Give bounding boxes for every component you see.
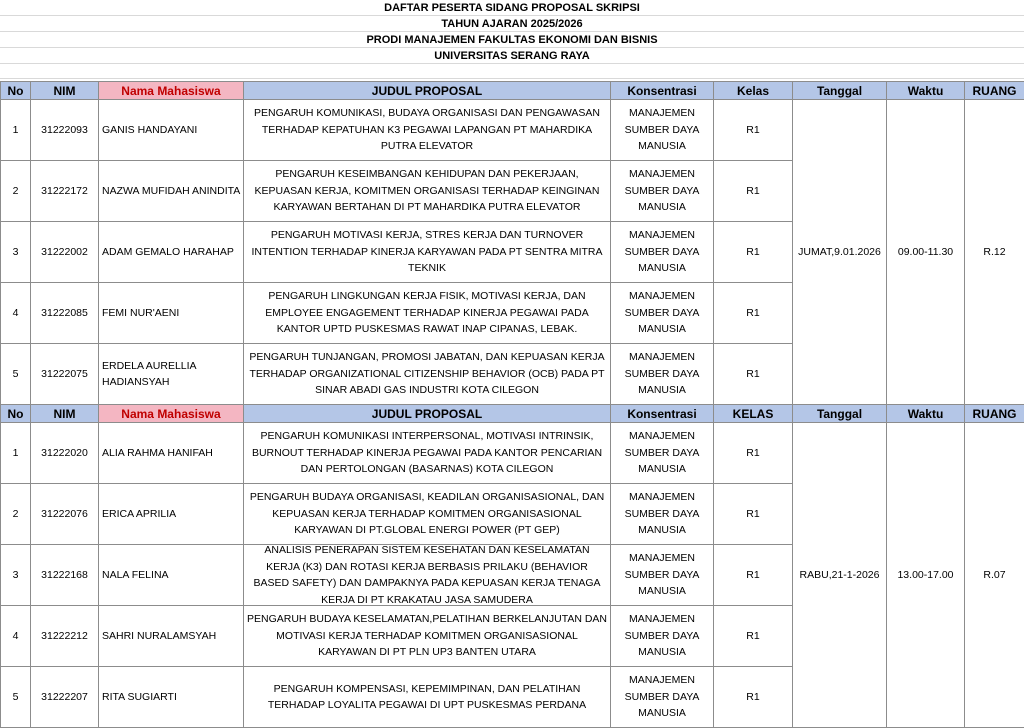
header-nim: NIM [31, 405, 99, 423]
cell-no: 3 [1, 222, 31, 283]
cell-nama: SAHRI NURALAMSYAH [99, 606, 244, 667]
cell-judul [244, 100, 611, 161]
cell-kelas: R1 [714, 606, 793, 667]
cell-nama: ERDELA AURELLIA HADIANSYAH [99, 344, 244, 405]
cell-no: 4 [1, 606, 31, 667]
header-nama: Nama Mahasiswa [99, 82, 244, 100]
cell-no: 3 [1, 545, 31, 606]
cell-judul-text: PENGARUH KOMPENSASI, KEPEMIMPINAN, DAN PELATIHAN TERHADAP LOYALITA PEGAWAI DI UPT PUSKESMAS PERDANA [247, 667, 607, 727]
cell-nim: 31222093 [31, 100, 99, 161]
header-no: No [1, 405, 31, 423]
cell-nama: NAZWA MUFIDAH ANINDITA [99, 161, 244, 222]
header-konsentrasi: Konsentrasi [611, 82, 714, 100]
cell-nim: 31222212 [31, 606, 99, 667]
cell-kelas: R1 [714, 161, 793, 222]
table-row [1, 100, 1024, 161]
header-ruang: RUANG [965, 405, 1024, 423]
cell-kelas: R1 [714, 283, 793, 344]
cell-kelas: R1 [714, 100, 793, 161]
table-header-row [1, 405, 1024, 423]
cell-nim: 31222076 [31, 484, 99, 545]
header-waktu: Waktu [887, 82, 965, 100]
header-tanggal: Tanggal [793, 405, 887, 423]
cell-nama: ADAM GEMALO HARAHAP [99, 222, 244, 283]
cell-judul [244, 344, 611, 405]
cell-judul-text: PENGARUH BUDAYA KESELAMATAN,PELATIHAN BERKELANJUTAN DAN MOTIVASI KERJA TERHADAP KOMITMEN ORGANISASIONAL KARYAWAN DI PT PLN UP3 BANTEN UTARA [247, 606, 607, 666]
cell-judul [244, 423, 611, 484]
header-ruang: RUANG [965, 82, 1024, 100]
cell-judul [244, 606, 611, 667]
cell-tanggal: JUMAT,9.01.2026 [793, 100, 887, 405]
cell-no: 1 [1, 423, 31, 484]
cell-no: 2 [1, 484, 31, 545]
header-kelas: KELAS [714, 405, 793, 423]
cell-waktu: 09.00-11.30 [887, 100, 965, 405]
cell-judul [244, 667, 611, 728]
cell-ruang: R.07 [965, 423, 1024, 728]
cell-kelas: R1 [714, 423, 793, 484]
cell-nim: 31222207 [31, 667, 99, 728]
cell-judul [244, 222, 611, 283]
cell-judul [244, 484, 611, 545]
cell-no: 5 [1, 344, 31, 405]
cell-no: 2 [1, 161, 31, 222]
cell-judul [244, 283, 611, 344]
cell-judul [244, 161, 611, 222]
header-tanggal: Tanggal [793, 82, 887, 100]
cell-konsentrasi: MANAJEMEN SUMBER DAYA MANUSIA [611, 161, 714, 222]
header-kelas: Kelas [714, 82, 793, 100]
cell-judul-text: PENGARUH KOMUNIKASI INTERPERSONAL, MOTIVASI INTRINSIK, BURNOUT TERHADAP KINERJA PEGAWAI PADA KANTOR PENCARIAN DAN PERTOLONGAN (BASARNAS) KOTA CILEGON [247, 423, 607, 483]
schedule-table [0, 81, 1024, 728]
cell-nama: ERICA APRILIA [99, 484, 244, 545]
cell-konsentrasi: MANAJEMEN SUMBER DAYA MANUSIA [611, 545, 714, 606]
cell-waktu: 13.00-17.00 [887, 423, 965, 728]
cell-judul-text: ANALISIS PENERAPAN SISTEM KESEHATAN DAN KESELAMATAN KERJA (K3) DAN ROTASI KERJA BERBASIS PRILAKU (BEHAVIOR BASED SAFETY) DAN DAMPAKNYA PADA KEPUASAN KERJA TENAGA KERJA DI PT KRAKATAU JASA SAMUDERA [247, 545, 607, 605]
cell-kelas: R1 [714, 222, 793, 283]
header-judul: JUDUL PROPOSAL [244, 405, 611, 423]
cell-nim: 31222085 [31, 283, 99, 344]
cell-judul-text: PENGARUH TUNJANGAN, PROMOSI JABATAN, DAN KEPUASAN KERJA TERHADAP ORGANIZATIONAL CITIZENSHIP BEHAVIOR (OCB) PADA PT SINAR ABADI GAS INDUSTRI KOTA CILEGON [247, 344, 607, 404]
title-line-1: DAFTAR PESERTA SIDANG PROPOSAL SKRIPSI [0, 0, 1024, 16]
cell-nim: 31222020 [31, 423, 99, 484]
header-konsentrasi: Konsentrasi [611, 405, 714, 423]
cell-no: 5 [1, 667, 31, 728]
cell-judul [244, 545, 611, 606]
cell-kelas: R1 [714, 545, 793, 606]
cell-nim: 31222002 [31, 222, 99, 283]
cell-ruang: R.12 [965, 100, 1024, 405]
cell-nama: RITA SUGIARTI [99, 667, 244, 728]
cell-judul-text: PENGARUH BUDAYA ORGANISASI, KEADILAN ORGANISASIONAL, DAN KEPUASAN KERJA TERHADAP KOMITMEN ORGANISASIONAL KARYAWAN DI PT.GLOBAL ENERGI POWER (PT GEP) [247, 484, 607, 544]
cell-nim: 31222075 [31, 344, 99, 405]
spacer-row [0, 64, 1024, 79]
cell-no: 4 [1, 283, 31, 344]
cell-no: 1 [1, 100, 31, 161]
cell-kelas: R1 [714, 667, 793, 728]
cell-konsentrasi: MANAJEMEN SUMBER DAYA MANUSIA [611, 423, 714, 484]
header-nama: Nama Mahasiswa [99, 405, 244, 423]
cell-nama: FEMI NUR'AENI [99, 283, 244, 344]
header-waktu: Waktu [887, 405, 965, 423]
cell-nama: NALA FELINA [99, 545, 244, 606]
cell-judul-text: PENGARUH LINGKUNGAN KERJA FISIK, MOTIVASI KERJA, DAN EMPLOYEE ENGAGEMENT TERHADAP KINERJA PEGAWAI PADA KANTOR UPTD PUSKESMAS RAWAT INAP CIPANAS, LEBAK. [247, 283, 607, 343]
title-line-4: UNIVERSITAS SERANG RAYA [0, 48, 1024, 64]
document-title-block [0, 0, 1024, 79]
cell-konsentrasi: MANAJEMEN SUMBER DAYA MANUSIA [611, 606, 714, 667]
title-line-3: PRODI MANAJEMEN FAKULTAS EKONOMI DAN BISNIS [0, 32, 1024, 48]
title-line-2: TAHUN AJARAN 2025/2026 [0, 16, 1024, 32]
cell-kelas: R1 [714, 344, 793, 405]
cell-konsentrasi: MANAJEMEN SUMBER DAYA MANUSIA [611, 484, 714, 545]
header-no: No [1, 82, 31, 100]
cell-nama: GANIS HANDAYANI [99, 100, 244, 161]
cell-konsentrasi: MANAJEMEN SUMBER DAYA MANUSIA [611, 100, 714, 161]
cell-kelas: R1 [714, 484, 793, 545]
header-judul: JUDUL PROPOSAL [244, 82, 611, 100]
cell-konsentrasi: MANAJEMEN SUMBER DAYA MANUSIA [611, 667, 714, 728]
table-row [1, 423, 1024, 484]
cell-nim: 31222172 [31, 161, 99, 222]
cell-konsentrasi: MANAJEMEN SUMBER DAYA MANUSIA [611, 283, 714, 344]
cell-tanggal: RABU,21-1-2026 [793, 423, 887, 728]
cell-nim: 31222168 [31, 545, 99, 606]
cell-konsentrasi: MANAJEMEN SUMBER DAYA MANUSIA [611, 222, 714, 283]
cell-judul-text: PENGARUH MOTIVASI KERJA, STRES KERJA DAN TURNOVER INTENTION TERHADAP KINERJA KARYAWAN PADA PT SENTRA MITRA TEKNIK [247, 222, 607, 282]
cell-judul-text: PENGARUH KOMUNIKASI, BUDAYA ORGANISASI DAN PENGAWASAN TERHADAP KEPATUHAN K3 PEGAWAI LAPANGAN PT MAHARDIKA PUTRA ELEVATOR [247, 100, 607, 160]
cell-konsentrasi: MANAJEMEN SUMBER DAYA MANUSIA [611, 344, 714, 405]
table-header-row [1, 82, 1024, 100]
cell-nama: ALIA RAHMA HANIFAH [99, 423, 244, 484]
header-nim: NIM [31, 82, 99, 100]
cell-judul-text: PENGARUH KESEIMBANGAN KEHIDUPAN DAN PEKERJAAN, KEPUASAN KERJA, KOMITMEN ORGANISASI TERHADAP KEINGINAN KARYAWAN BERTAHAN DI PT MAHARDIKA PUTRA ELEVATOR [247, 161, 607, 221]
